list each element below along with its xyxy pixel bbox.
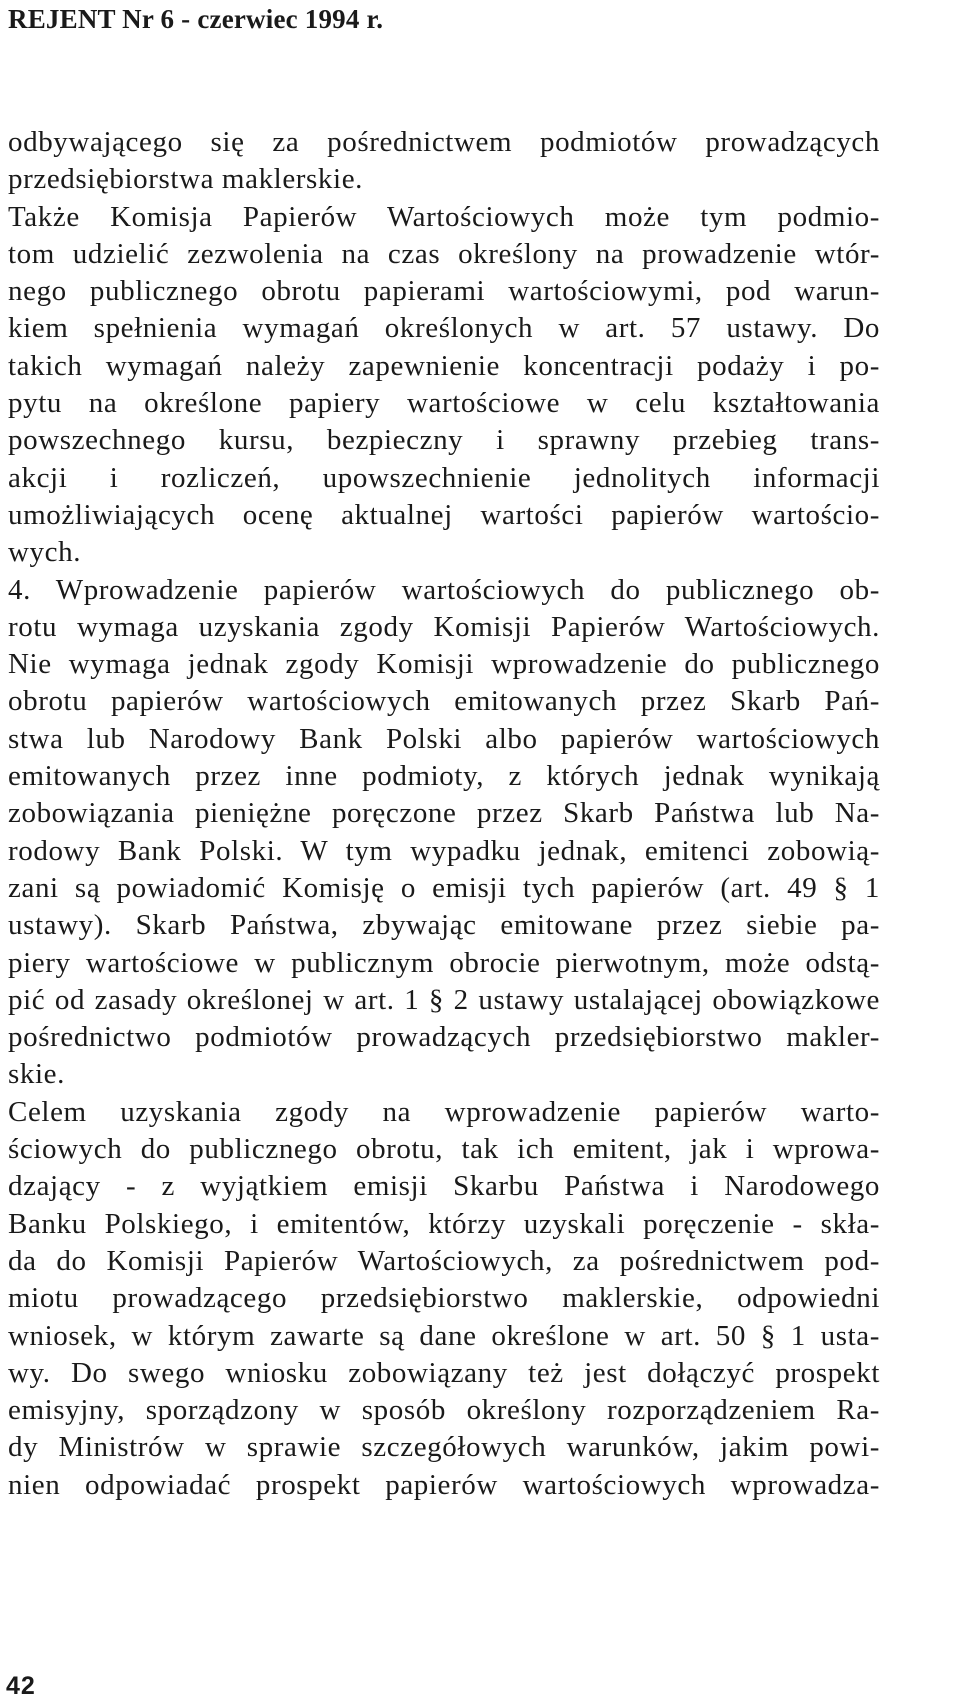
text-line: powszechnego kursu, bezpieczny i sprawny przebieg trans-	[8, 424, 880, 457]
text-line: ściowych do publicznego obrotu, tak ich emitent, jak i wprowa-	[8, 1133, 880, 1166]
text-line: Także Komisja Papierów Wartościowych może tym podmio-	[8, 200, 880, 233]
text-line: rodowy Bank Polski. W tym wypadku jednak, emitenci zobowią-	[8, 834, 880, 867]
text-line: przedsiębiorstwa maklerskie.	[8, 163, 364, 196]
text-line: zani są powiadomić Komisję o emisji tych papierów (art. 49 § 1	[8, 871, 880, 904]
text-line: wych.	[8, 536, 82, 569]
text-line: pytu na określone papiery wartościowe w celu kształtowania	[8, 387, 880, 420]
text-line: ustawy). Skarb Państwa, zbywając emitowane przez siebie pa-	[8, 909, 880, 942]
text-line: wniosek, w którym zawarte są dane określone w art. 50 § 1 usta-	[8, 1319, 880, 1352]
page-number: 42	[6, 1672, 36, 1700]
text-line: tom udzielić zezwolenia na czas określony na prowadzenie wtór-	[8, 237, 880, 270]
text-line: Nie wymaga jednak zgody Komisji wprowadzenie do publicznego	[8, 648, 880, 681]
text-line: zobowiązania pieniężne poręczone przez Skarb Państwa lub Na-	[8, 797, 880, 830]
running-header: REJENT Nr 6 - czerwiec 1994 r.	[8, 4, 384, 34]
text-line: kiem spełnienia wymagań określonych w art. 57 ustawy. Do	[8, 312, 880, 345]
text-line: miotu prowadzącego przedsiębiorstwo maklerskie, odpowiedni	[8, 1282, 880, 1315]
text-line: stwa lub Narodowy Bank Polski albo papierów wartościowych	[8, 722, 880, 755]
text-line: dzający - z wyjątkiem emisji Skarbu Państwa i Narodowego	[8, 1170, 880, 1203]
text-line: takich wymagań należy zapewnienie koncentracji podaży i po-	[8, 349, 880, 382]
text-line: wy. Do swego wniosku zobowiązany też jest dołączyć prospekt	[8, 1356, 880, 1389]
text-line: emisyjny, sporządzony w sposób określony rozporządzeniem Ra-	[8, 1394, 880, 1427]
text-line: Celem uzyskania zgody na wprowadzenie papierów warto-	[8, 1095, 880, 1128]
text-line: piery wartościowe w publicznym obrocie pierwotnym, może odstą-	[8, 946, 880, 979]
text-line: umożliwiających ocenę aktualnej wartości papierów wartościo-	[8, 498, 880, 531]
text-line: akcji i rozliczeń, upowszechnienie jednolitych informacji	[8, 461, 880, 494]
text-line: 4. Wprowadzenie papierów wartościowych do publicznego ob-	[8, 573, 880, 606]
text-line: Banku Polskiego, i emitentów, którzy uzyskali poręczenie - skła-	[8, 1207, 880, 1240]
text-line: rotu wymaga uzyskania zgody Komisji Papierów Wartościowych.	[8, 610, 880, 643]
text-line: emitowanych przez inne podmioty, z których jednak wynikają	[8, 760, 880, 793]
text-line: obrotu papierów wartościowych emitowanych przez Skarb Pań-	[8, 685, 880, 718]
article-body	[8, 124, 880, 1504]
text-line: da do Komisji Papierów Wartościowych, za pośrednictwem pod-	[8, 1244, 880, 1277]
text-line: pić od zasady określonej w art. 1 § 2 ustawy ustalającej obowiązkowe	[8, 983, 880, 1016]
text-line: nego publicznego obrotu papierami wartościowymi, pod warun-	[8, 275, 880, 308]
text-line: skie.	[8, 1058, 65, 1091]
text-line: pośrednictwo podmiotów prowadzących przedsiębiorstwo makler-	[8, 1021, 880, 1054]
text-line: nien odpowiadać prospekt papierów wartościowych wprowadza-	[8, 1468, 880, 1501]
text-line: dy Ministrów w sprawie szczegółowych warunków, jakim powi-	[8, 1431, 880, 1464]
text-line: odbywającego się za pośrednictwem podmiotów prowadzących	[8, 126, 880, 158]
